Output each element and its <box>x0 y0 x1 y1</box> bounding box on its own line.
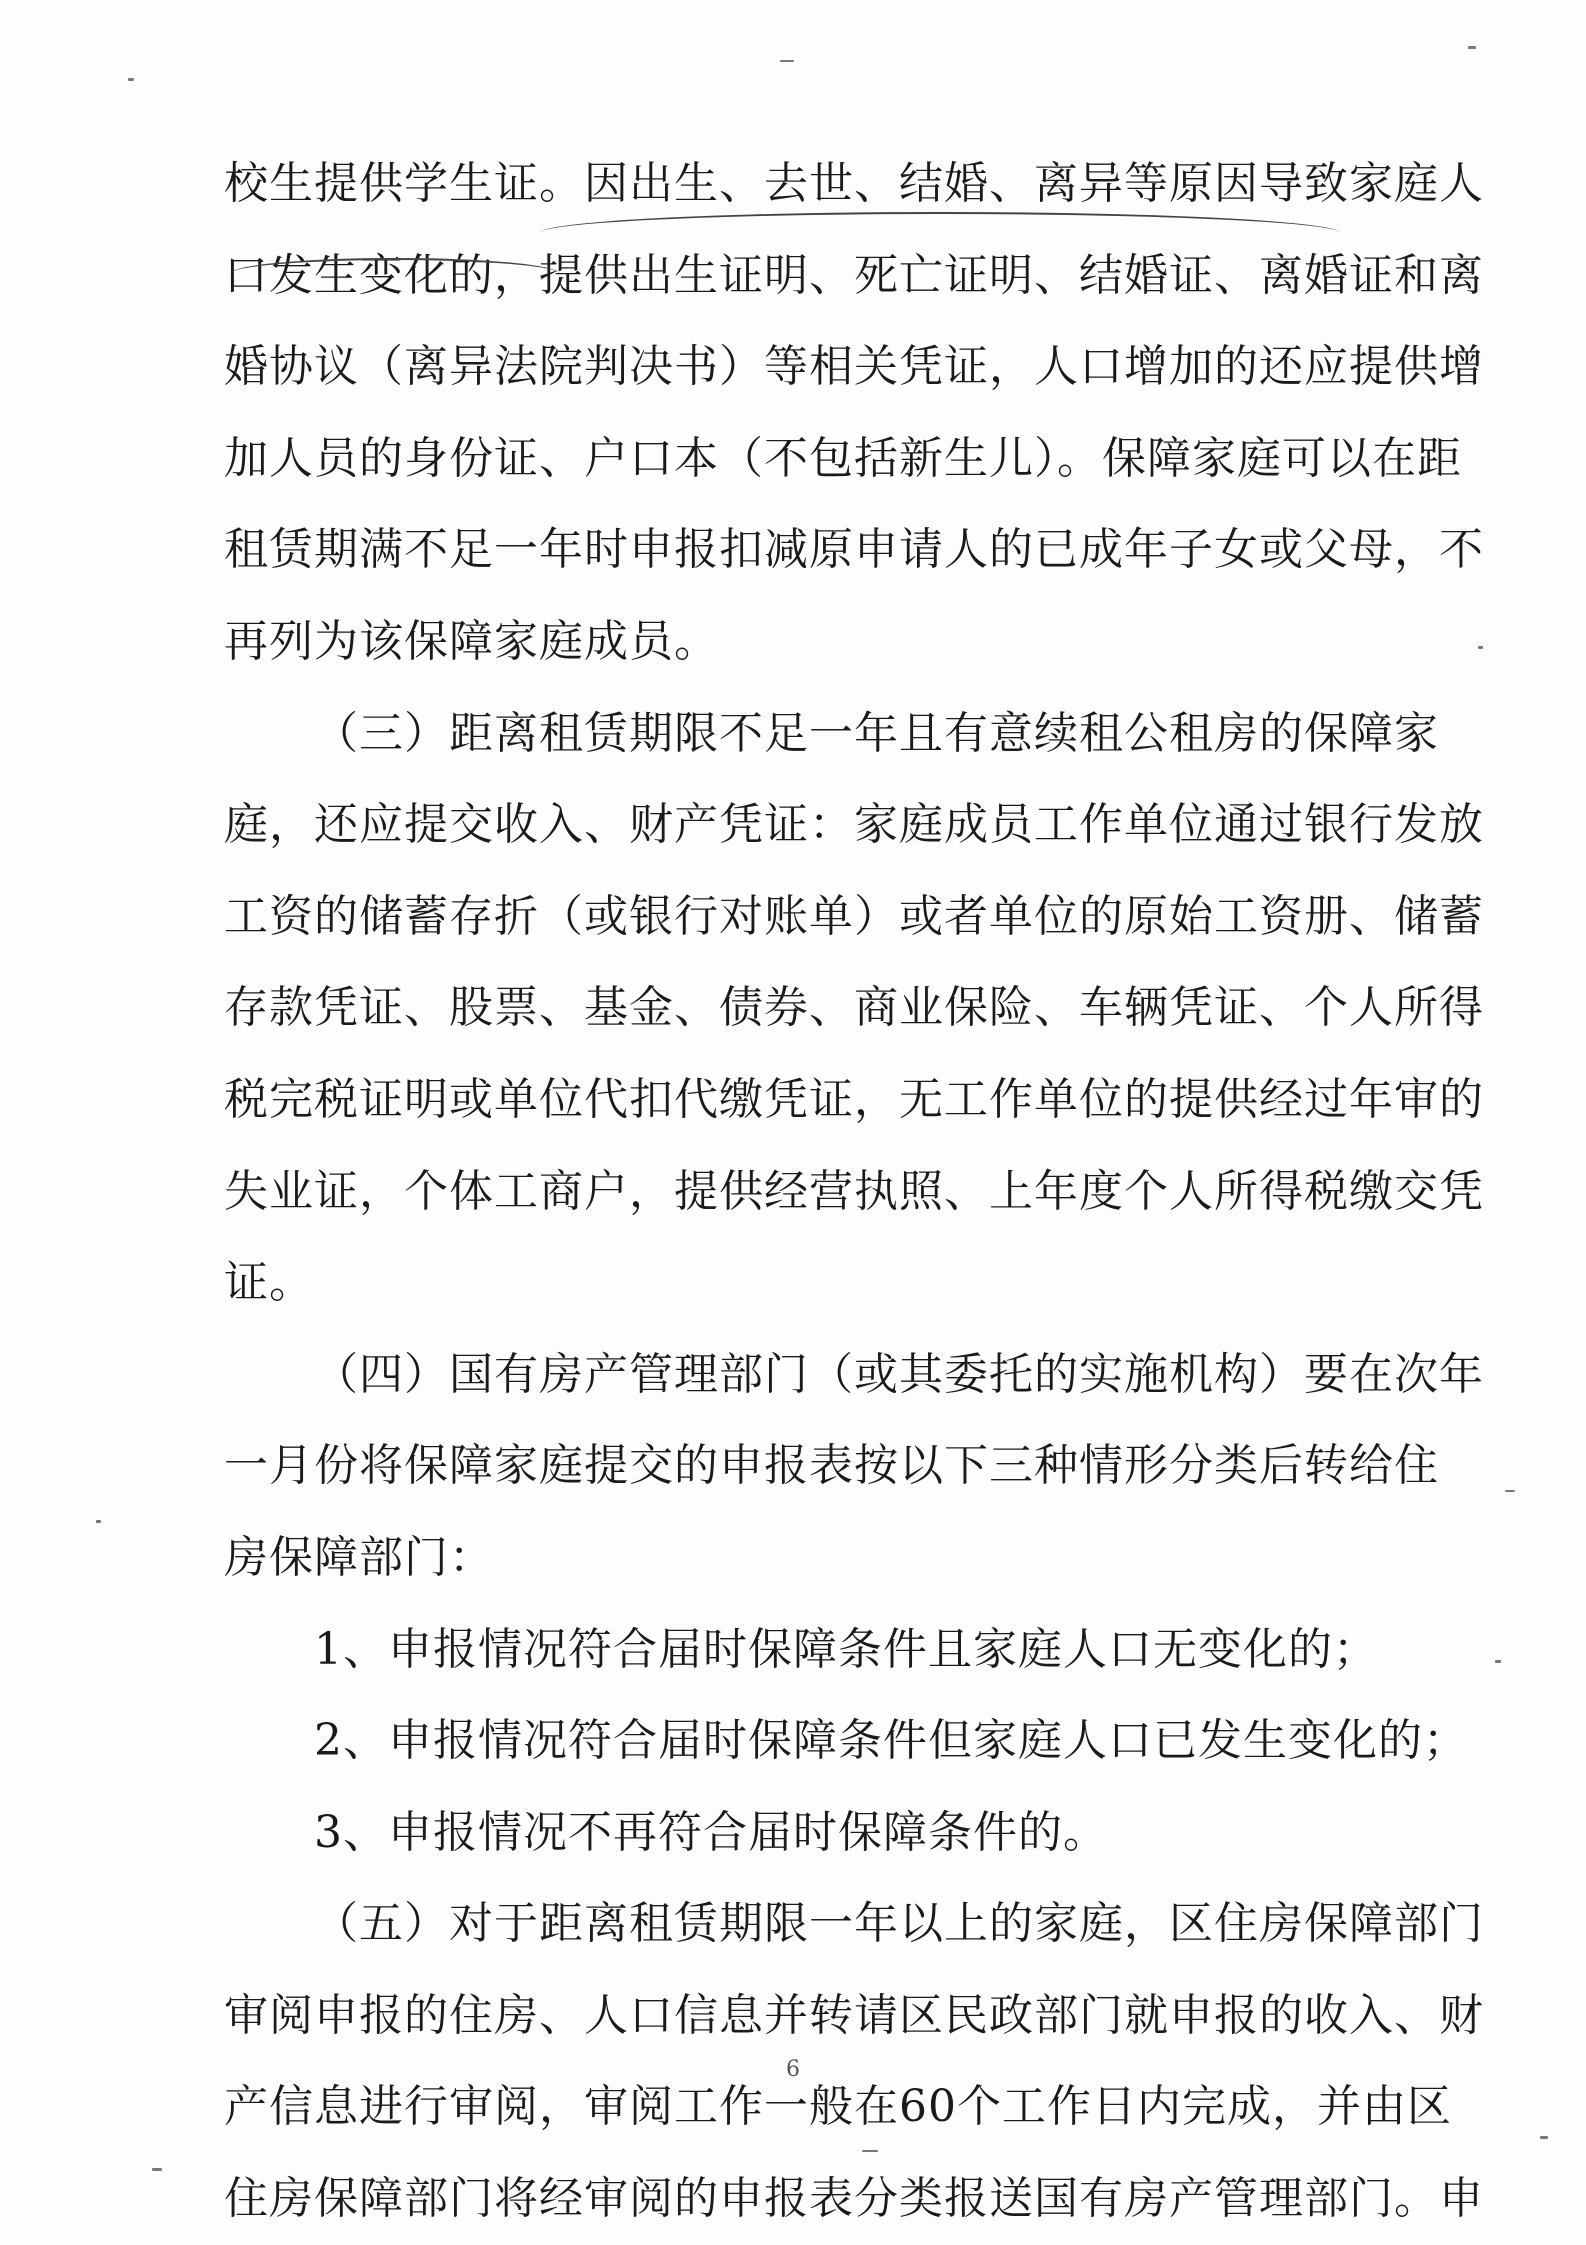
body-line: 住房保障部门将经审阅的申报表分类报送国有房产管理部门。申 <box>224 2173 1484 2225</box>
handwritten-underline-mark <box>230 258 560 290</box>
body-line: 工资的储蓄存折（或银行对账单）或者单位的原始工资册、储蓄 <box>224 890 1484 942</box>
list-item: 2、申报情况符合届时保障条件但家庭人口已发生变化的； <box>314 1715 1468 1767</box>
scan-speck <box>862 2150 878 2152</box>
body-line: 税完税证明或单位代扣代缴凭证，无工作单位的提供经过年审的 <box>224 1073 1484 1125</box>
body-line: 口发生变化的，提供出生证明、死亡证明、结婚证、离婚证和离 <box>224 249 1484 301</box>
body-line: 产信息进行审阅，审阅工作一般在60个工作日内完成，并由区 <box>224 2081 1452 2133</box>
scan-speck <box>780 60 794 62</box>
body-line: 一月份将保障家庭提交的申报表按以下三种情形分类后转给住 <box>224 1440 1439 1492</box>
handwritten-underline-mark <box>540 212 1340 254</box>
paragraph-start-line: （四）国有房产管理部门（或其委托的实施机构）要在次年 <box>314 1348 1484 1400</box>
scan-speck <box>1495 1660 1501 1663</box>
body-line: 审阅申报的住房、人口信息并转请区民政部门就申报的收入、财 <box>224 1989 1484 2041</box>
body-line: 婚协议（离异法院判决书）等相关凭证，人口增加的还应提供增 <box>224 341 1484 393</box>
body-line: 存款凭证、股票、基金、债券、商业保险、车辆凭证、个人所得 <box>224 982 1484 1034</box>
list-item: 3、申报情况不再符合届时保障条件的。 <box>314 1806 1108 1858</box>
list-item: 1、申报情况符合届时保障条件且家庭人口无变化的； <box>314 1623 1378 1675</box>
scan-speck <box>96 1520 101 1523</box>
scan-speck <box>1540 2136 1548 2139</box>
body-line: 租赁期满不足一年时申报扣减原申请人的已成年子女或父母，不 <box>224 524 1484 576</box>
page-number: 6 <box>786 2057 800 2082</box>
scan-speck <box>1468 46 1476 49</box>
scan-speck <box>152 2168 162 2171</box>
body-line: 证。 <box>224 1257 314 1309</box>
paragraph-start-line: （五）对于距离租赁期限一年以上的家庭，区住房保障部门 <box>314 1898 1484 1950</box>
scan-speck <box>1478 646 1483 649</box>
document-body <box>224 138 1484 2245</box>
paragraph-start-line: （三）距离租赁期限不足一年且有意续租公租房的保障家 <box>314 707 1439 759</box>
body-line: 房保障部门： <box>224 1531 494 1583</box>
body-line: 庭，还应提交收入、财产凭证：家庭成员工作单位通过银行发放 <box>224 799 1484 851</box>
body-line: 失业证，个体工商户，提供经营执照、上年度个人所得税缴交凭 <box>224 1165 1484 1217</box>
scan-speck <box>128 78 134 81</box>
scan-speck <box>1505 1490 1515 1492</box>
body-line: 加人员的身份证、户口本（不包括新生儿）。保障家庭可以在距 <box>224 432 1462 484</box>
body-line: 再列为该保障家庭成员。 <box>224 615 719 667</box>
body-line: 校生提供学生证。因出生、去世、结婚、离异等原因导致家庭人 <box>224 158 1484 209</box>
